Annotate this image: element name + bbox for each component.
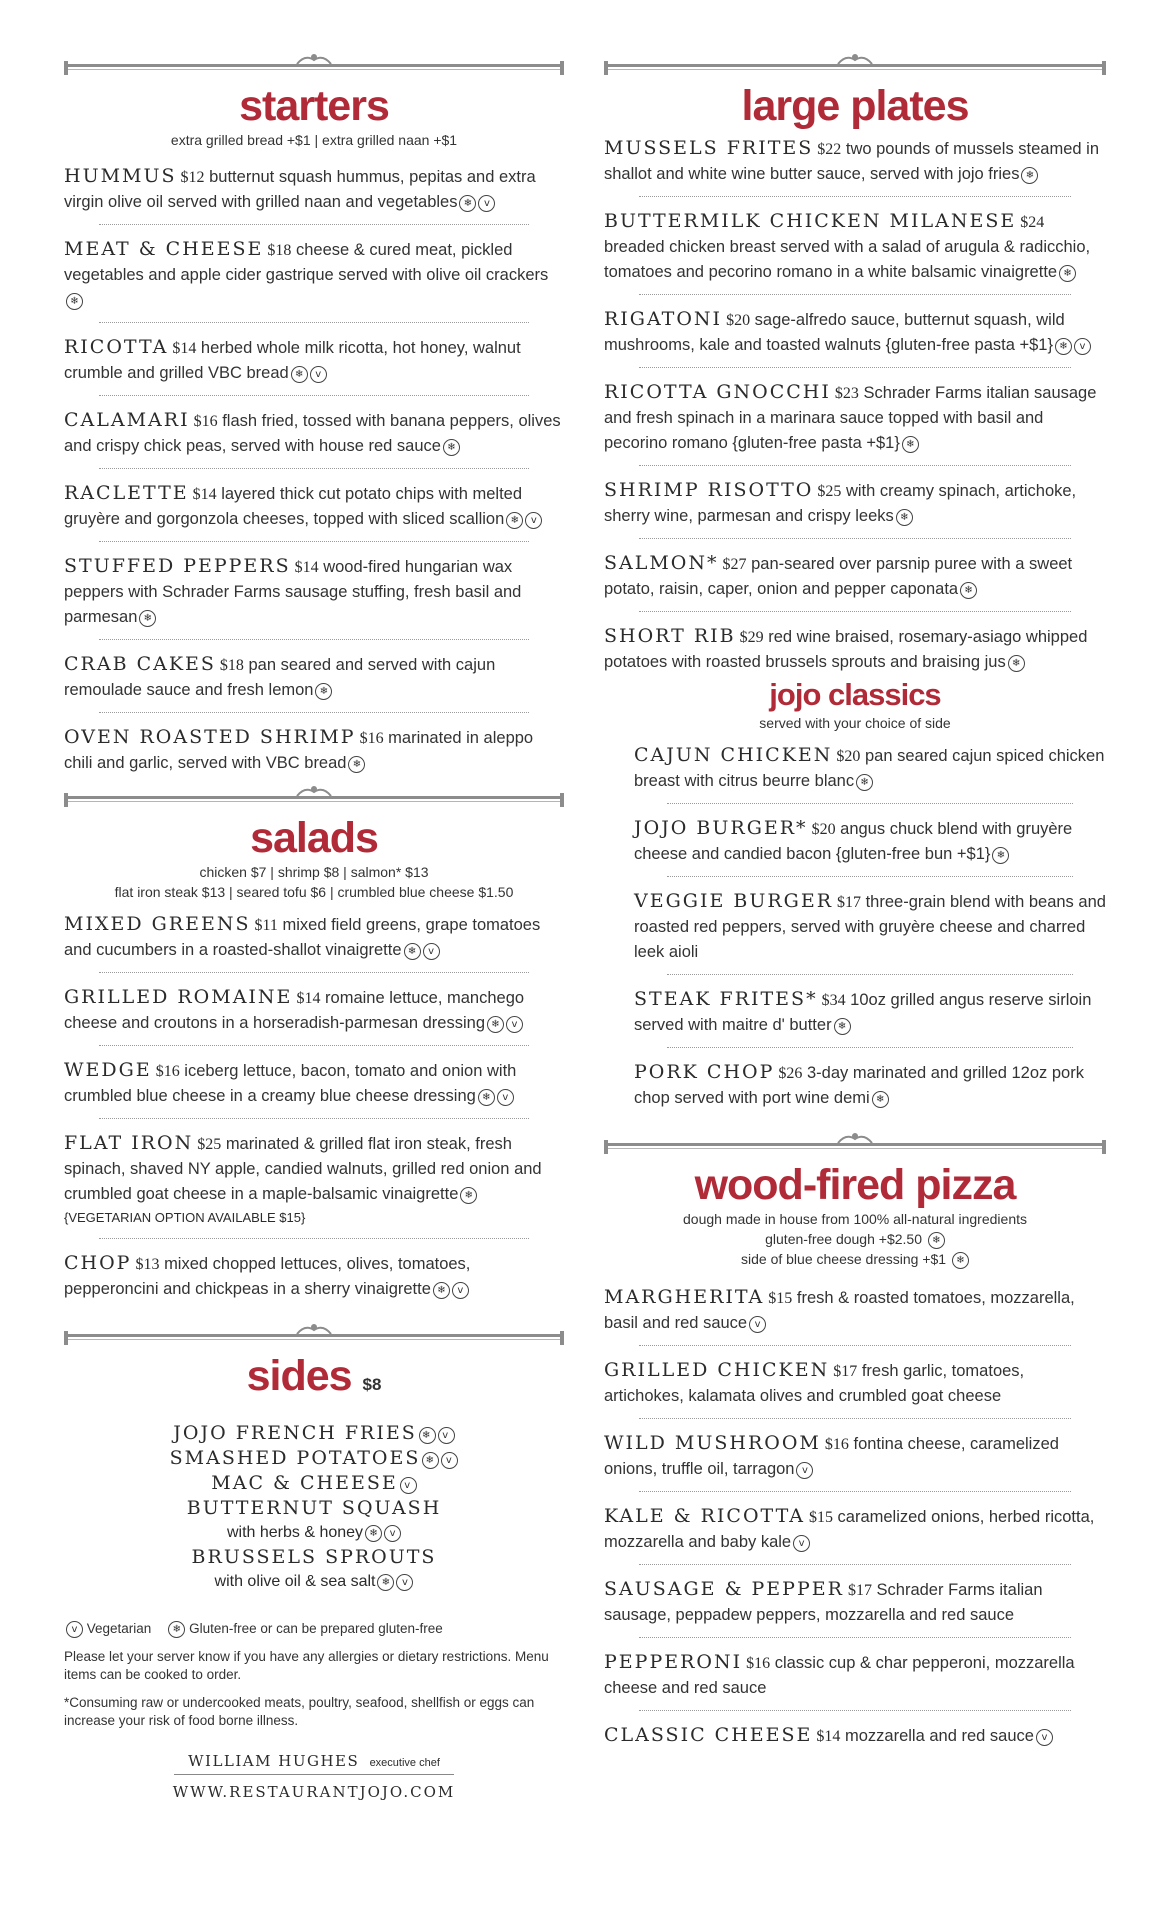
menu-item-description: layered thick cut potato chips with melted gruyère and gorgonzola cheeses, topped with sliced scallion [64, 485, 523, 528]
menu-item-text [604, 1577, 1106, 1628]
menu-item-name: BUTTERMILK CHICKEN MILANESE [604, 210, 1017, 232]
section-divider [604, 52, 1106, 82]
menu-item-description: two pounds of mussels steamed in shallot and white wine butter sauce, served with jojo fries [604, 140, 1099, 183]
gluten-free-icon: ❄ [506, 512, 523, 529]
menu-item-text [64, 481, 564, 532]
vegetarian-icon: v [423, 943, 440, 960]
gluten-free-icon: ❄ [872, 1091, 889, 1108]
menu-item-name: CRAB CAKES [64, 653, 216, 675]
side-item-name: BUTTERNUT SQUASH [186, 1497, 442, 1519]
ornament-icon [834, 1131, 876, 1147]
menu-item [64, 408, 564, 459]
menu-item-description: fresh & roasted tomatoes, mozzarella, basil and red sauce [604, 1289, 1075, 1332]
menu-item-description: angus chuck blend with gruyère cheese and candied bacon {gluten-free bun +$1} [634, 820, 1073, 863]
starters-list [64, 164, 564, 776]
left-column [64, 0, 564, 1801]
dotted-separator [639, 611, 1071, 612]
gluten-free-icon: ❄ [902, 436, 919, 453]
gluten-free-label: Gluten-free or can be prepared gluten-free [189, 1621, 443, 1636]
menu-item-description: herbed whole milk ricotta, hot honey, walnut crumble and grilled VBC bread [64, 339, 521, 382]
menu-item-description: red wine braised, rosemary-asiago whipped potatoes with roasted brussels sprouts and braising jus [604, 628, 1088, 671]
large-plates-title: large plates [741, 82, 969, 130]
menu-item [604, 136, 1106, 187]
dotted-separator [667, 876, 1073, 877]
section-divider [64, 784, 564, 814]
footer-rule [174, 1774, 454, 1775]
menu-item-price: $12 [180, 169, 205, 186]
vegetarian-icon: v [66, 1621, 83, 1638]
pizza-title: wood-fired pizza [694, 1161, 1016, 1209]
dotted-separator [99, 1118, 529, 1119]
menu-item-description: mixed field greens, grape tomatoes and cucumbers in a roasted-shallot vinaigrette [64, 916, 541, 959]
menu-item [604, 551, 1106, 602]
menu-item [604, 1650, 1106, 1701]
dotted-separator [99, 1238, 529, 1239]
gluten-free-icon: ❄ [992, 847, 1009, 864]
sides-title [64, 1352, 564, 1409]
menu-item-name: RIGATONI [604, 308, 723, 330]
dotted-separator [639, 1564, 1071, 1565]
right-column [604, 0, 1106, 1749]
menu-item-text [604, 136, 1106, 187]
menu-item-text [64, 985, 564, 1036]
allergy-note: Please let your server know if you have any allergies or dietary restrictions. Menu items can be cooked to order. [64, 1649, 549, 1682]
menu-item-text [64, 554, 564, 630]
menu-item-name: CAJUN CHICKEN [634, 744, 833, 766]
menu-item-description: 10oz grilled angus reserve sirloin served with maitre d' butter [634, 991, 1092, 1034]
menu-item-text [64, 1251, 564, 1302]
salads-note-2: flat iron steak $13 | seared tofu $6 | crumbled blue cheese $1.50 [114, 884, 514, 900]
section-divider [64, 1322, 564, 1352]
gluten-free-icon: ❄ [419, 1427, 436, 1444]
vegetarian-icon: v [796, 1462, 813, 1479]
menu-item-name: SHRIMP RISOTTO [604, 479, 814, 501]
menu-item-name: RICOTTA [64, 336, 169, 358]
menu-item [634, 743, 1106, 794]
chef-name: WILLIAM HUGHES [188, 1752, 360, 1770]
gluten-free-icon: ❄ [1059, 265, 1076, 282]
side-item-name: SMASHED POTATOES [169, 1447, 421, 1469]
side-item [64, 1545, 564, 1570]
menu-item-description: wood-fired hungarian wax peppers with Schrader Farms sausage stuffing, fresh basil and parmesan [64, 558, 522, 626]
menu-item-name: CLASSIC CHEESE [604, 1724, 813, 1746]
salads-note-1: chicken $7 | shrimp $8 | salmon* $13 [199, 864, 429, 880]
gluten-free-icon: ❄ [952, 1252, 969, 1269]
ornament-icon [293, 784, 335, 800]
menu-item-text [604, 478, 1106, 529]
menu-item-text [634, 816, 1106, 867]
menu-item [64, 1131, 564, 1229]
menu-item-name: WILD MUSHROOM [604, 1432, 821, 1454]
menu-item-text [64, 912, 564, 963]
menu-item [64, 164, 564, 215]
menu-item-description: sage-alfredo sauce, butternut squash, wild mushrooms, kale and toasted walnuts {gluten-free pasta +$1} [604, 311, 1065, 354]
ornament-icon [834, 52, 876, 68]
menu-item [64, 725, 564, 776]
menu-item-text [634, 889, 1106, 965]
vegetarian-icon: v [1074, 338, 1091, 355]
menu-item-price: $27 [722, 556, 747, 573]
menu-item-name: JOJO BURGER* [634, 817, 808, 839]
dotted-separator [99, 712, 529, 713]
sides-price: $8 [362, 1375, 382, 1394]
menu-item [64, 554, 564, 630]
menu-item [634, 816, 1106, 867]
menu-item-price: $16 [193, 413, 218, 430]
menu-item [604, 307, 1106, 358]
menu-item-text [64, 408, 564, 459]
gluten-free-icon: ❄ [896, 509, 913, 526]
starters-title: starters [239, 82, 389, 130]
menu-item-name: FLAT IRON [64, 1132, 194, 1154]
menu-item [604, 478, 1106, 529]
menu-item-text [64, 335, 564, 386]
vegetarian-icon: v [506, 1016, 523, 1033]
dotted-separator [667, 803, 1073, 804]
dotted-separator [99, 468, 529, 469]
pizza-note-2 [604, 1229, 1106, 1249]
menu-item-name: CALAMARI [64, 409, 190, 431]
menu-item-text [64, 237, 564, 313]
sides-title-text: sides [246, 1352, 352, 1400]
menu-item-description: pan seared cajun spiced chicken breast with citrus beurre blanc [634, 747, 1105, 790]
menu-item [604, 1358, 1106, 1409]
pizza-note-3 [604, 1249, 1106, 1269]
menu-item-description: three-grain blend with beans and roasted red peppers, served with gruyère cheese and charred leek aioli [634, 893, 1106, 961]
menu-item [604, 1285, 1106, 1336]
gluten-free-icon: ❄ [1008, 655, 1025, 672]
menu-item-text [604, 307, 1106, 358]
menu-item [64, 652, 564, 703]
menu-item-name: RACLETTE [64, 482, 189, 504]
menu-item [604, 1723, 1106, 1749]
side-item-name: MAC & CHEESE [211, 1472, 398, 1494]
gluten-free-icon: ❄ [291, 366, 308, 383]
side-item-note [64, 1521, 564, 1545]
menu-item [64, 237, 564, 313]
pizza-note-2-text: gluten-free dough +$2.50 [765, 1231, 922, 1247]
menu-item-name: MUSSELS FRITES [604, 137, 814, 159]
vegetarian-icon: v [438, 1427, 455, 1444]
menu-item-description: mixed chopped lettuces, olives, tomatoes, pepperoncini and chickpeas in a sherry vinaigrette [64, 1255, 471, 1298]
menu-item [64, 335, 564, 386]
pizza-list [604, 1285, 1106, 1749]
dotted-separator [639, 1637, 1071, 1638]
menu-item-price: $34 [821, 992, 846, 1009]
gluten-free-icon: ❄ [433, 1282, 450, 1299]
gluten-free-icon: ❄ [478, 1089, 495, 1106]
side-item-note [64, 1570, 564, 1594]
legend [64, 1620, 564, 1638]
menu-item-description: Schrader Farms italian sausage, peppadew peppers, mozzarella and red sauce [604, 1581, 1043, 1624]
ornament-icon [293, 1322, 335, 1338]
menu-item-price: $20 [726, 312, 751, 329]
menu-item-name: SAUSAGE & PEPPER [604, 1578, 844, 1600]
vegetarian-icon: v [793, 1535, 810, 1552]
side-item-note-text: with olive oil & sea salt [214, 1573, 376, 1590]
gluten-free-icon: ❄ [139, 610, 156, 627]
menu-item-price: $14 [192, 486, 217, 503]
menu-item-description: flash fried, tossed with banana peppers, olives and crispy chick peas, served with house red sauce [64, 412, 561, 455]
menu-item-text [604, 1504, 1106, 1555]
menu-item-price: $26 [778, 1065, 803, 1082]
menu-item-text [604, 551, 1106, 602]
menu-item-name: GRILLED CHICKEN [604, 1359, 830, 1381]
menu-item-name: OVEN ROASTED SHRIMP [64, 726, 356, 748]
dotted-separator [639, 367, 1071, 368]
menu-item-name: VEGGIE BURGER [634, 890, 833, 912]
jojo-classics-title: jojo classics [769, 677, 941, 712]
menu-item-price: $23 [834, 385, 859, 402]
gluten-free-icon: ❄ [443, 439, 460, 456]
menu-item-description: mozzarella and red sauce [844, 1727, 1034, 1745]
gluten-free-icon: ❄ [404, 943, 421, 960]
side-item-name: BRUSSELS SPROUTS [191, 1546, 437, 1568]
menu-item-description: romaine lettuce, manchego cheese and croutons in a horseradish-parmesan dressing [64, 989, 525, 1032]
menu-item-price: $17 [847, 1582, 872, 1599]
dotted-separator [639, 1491, 1071, 1492]
dotted-separator [99, 639, 529, 640]
menu-item-price: $16 [359, 730, 384, 747]
menu-item-text [604, 380, 1106, 456]
dotted-separator [667, 974, 1073, 975]
menu-item-extra: {VEGETARIAN OPTION AVAILABLE $15} [64, 1210, 306, 1225]
menu-item-text [604, 1723, 1106, 1749]
dotted-separator [99, 1045, 529, 1046]
menu-item-description: iceberg lettuce, bacon, tomato and onion with crumbled blue cheese in a creamy blue cheese dressing [64, 1062, 517, 1105]
vegetarian-icon: v [384, 1525, 401, 1542]
menu-item-text [634, 987, 1106, 1038]
vegetarian-icon: v [400, 1477, 417, 1494]
dotted-separator [667, 1047, 1073, 1048]
gluten-free-icon: ❄ [66, 293, 83, 310]
menu-item-description: with creamy spinach, artichoke, sherry wine, parmesan and crispy leeks [604, 482, 1077, 525]
menu-item-price: $16 [155, 1063, 180, 1080]
menu-item-name: STEAK FRITES* [634, 988, 818, 1010]
menu-item-price: $14 [816, 1728, 841, 1745]
gluten-free-icon: ❄ [422, 1452, 439, 1469]
menu-item-name: SHORT RIB [604, 625, 736, 647]
menu-item-price: $17 [837, 894, 861, 911]
menu-item-name: PEPPERONI [604, 1651, 743, 1673]
dotted-separator [99, 322, 529, 323]
menu-item-description: pan-seared over parsnip puree with a sweet potato, raisin, caper, onion and pepper caponata [604, 555, 1073, 598]
menu-item-price: $11 [254, 917, 278, 934]
gluten-free-icon: ❄ [377, 1574, 394, 1591]
dotted-separator [639, 538, 1071, 539]
side-item-name: JOJO FRENCH FRIES [173, 1422, 417, 1444]
menu-item-text [604, 1650, 1106, 1701]
menu-item [604, 1431, 1106, 1482]
vegetarian-icon: v [310, 366, 327, 383]
gluten-free-icon: ❄ [459, 195, 476, 212]
dotted-separator [99, 541, 529, 542]
pizza-note-1: dough made in house from 100% all-natural ingredients [683, 1211, 1027, 1227]
menu-item [604, 624, 1106, 675]
menu-item [634, 1060, 1106, 1111]
side-item-note-text: with herbs & honey [226, 1524, 364, 1541]
menu-item [64, 1058, 564, 1109]
vegetarian-icon: v [525, 512, 542, 529]
dotted-separator [99, 224, 529, 225]
large-plates-list [604, 136, 1106, 675]
vegetarian-icon: v [1036, 1729, 1053, 1746]
menu-item [634, 889, 1106, 965]
menu-item-text [634, 1060, 1106, 1111]
menu-item-name: MIXED GREENS [64, 913, 251, 935]
dotted-separator [639, 1710, 1071, 1711]
menu-item-text [604, 209, 1106, 285]
menu-item [604, 380, 1106, 456]
dotted-separator [99, 972, 529, 973]
menu-item-text [64, 1131, 564, 1207]
menu-item-description: breaded chicken breast served with a salad of arugula & radicchio, tomatoes and pecorino romano in a white balsamic vinaigrette [604, 238, 1091, 281]
dotted-separator [639, 465, 1071, 466]
menu-item-price: $22 [817, 141, 842, 158]
dotted-separator [639, 1418, 1071, 1419]
menu-item-text [604, 1285, 1106, 1336]
menu-item-name: CHOP [64, 1252, 132, 1274]
menu-item-price: $14 [296, 990, 321, 1007]
dotted-separator [639, 294, 1071, 295]
menu-item-description: caramelized onions, herbed ricotta, mozzarella and baby kale [604, 1508, 1095, 1551]
menu-item-name: GRILLED ROMAINE [64, 986, 293, 1008]
menu-item-price: $16 [824, 1436, 849, 1453]
menu-item-price: $14 [172, 340, 197, 357]
menu-item [604, 209, 1106, 285]
salads-list [64, 912, 564, 1302]
starters-note: extra grilled bread +$1 | extra grilled naan +$1 [170, 132, 458, 148]
section-divider [604, 1131, 1106, 1161]
side-item [64, 1421, 564, 1446]
dotted-separator [639, 196, 1071, 197]
menu-item-text [604, 1358, 1106, 1409]
gluten-free-icon: ❄ [928, 1232, 945, 1249]
menu-item [64, 481, 564, 532]
side-item [64, 1471, 564, 1496]
menu-item-price: $14 [294, 559, 319, 576]
menu-item-price: $24 [1020, 214, 1045, 231]
chef-signature [64, 1752, 564, 1770]
menu-item-text [64, 652, 564, 703]
jojo-classics-list [604, 743, 1106, 1111]
section-divider [64, 52, 564, 82]
menu-item-text [604, 1431, 1106, 1482]
menu-item-price: $20 [836, 748, 861, 765]
gluten-free-icon: ❄ [168, 1621, 185, 1638]
vegetarian-icon: v [396, 1574, 413, 1591]
menu-item-description: fontina cheese, caramelized onions, truffle oil, tarragon [604, 1435, 1059, 1478]
dotted-separator [99, 395, 529, 396]
chef-role: executive chef [369, 1757, 440, 1769]
menu-item-name: STUFFED PEPPERS [64, 555, 291, 577]
menu-item-name: HUMMUS [64, 165, 177, 187]
gluten-free-icon: ❄ [460, 1187, 477, 1204]
vegetarian-icon: v [478, 195, 495, 212]
menu-item [604, 1504, 1106, 1555]
menu-item-price: $25 [197, 1136, 222, 1153]
menu-item-price: $29 [739, 629, 764, 646]
pizza-note-3-text: side of blue cheese dressing +$1 [741, 1251, 947, 1267]
side-item [64, 1496, 564, 1521]
menu-item-price: $18 [267, 242, 292, 259]
gluten-free-icon: ❄ [348, 756, 365, 773]
menu-item-description: marinated in aleppo chili and garlic, served with VBC bread [64, 729, 534, 772]
menu-item-description: marinated & grilled flat iron steak, fresh spinach, shaved NY apple, candied walnuts, grilled red onion and crumbled goat cheese in a maple-balsamic vinaigrette [64, 1135, 542, 1203]
menu-item-description: 3-day marinated and grilled 12oz pork chop served with port wine demi [634, 1064, 1084, 1107]
menu-item-price: $15 [768, 1290, 793, 1307]
vegetarian-icon: v [497, 1089, 514, 1106]
gluten-free-icon: ❄ [315, 683, 332, 700]
menu-item-text [604, 624, 1106, 675]
menu-item-name: RICOTTA GNOCCHI [604, 381, 831, 403]
gluten-free-icon: ❄ [487, 1016, 504, 1033]
menu-item-price: $15 [808, 1509, 833, 1526]
menu-item [64, 1251, 564, 1302]
vegetarian-icon: v [452, 1282, 469, 1299]
menu-item-price: $17 [833, 1363, 858, 1380]
menu-item-text [64, 1058, 564, 1109]
menu-item-name: MEAT & CHEESE [64, 238, 264, 260]
menu-item-price: $16 [746, 1655, 771, 1672]
menu-item-name: WEDGE [64, 1059, 152, 1081]
vegetarian-icon: v [749, 1316, 766, 1333]
vegetarian-icon: v [441, 1452, 458, 1469]
menu-item [604, 1577, 1106, 1628]
consuming-note: *Consuming raw or undercooked meats, poultry, seafood, shellfish or eggs can increase your risk of food borne illness. [64, 1695, 535, 1728]
menu-item-name: KALE & RICOTTA [604, 1505, 805, 1527]
menu-item-name: MARGHERITA [604, 1286, 765, 1308]
menu-item-text [64, 725, 564, 776]
menu-item-description: Schrader Farms italian sausage and fresh spinach in a marinara sauce topped with basil and pecorino romano {gluten-free pasta +$1} [604, 384, 1097, 452]
jojo-classics-note: served with your choice of side [759, 715, 951, 731]
ornament-icon [293, 52, 335, 68]
gluten-free-icon: ❄ [365, 1525, 382, 1542]
gluten-free-icon: ❄ [1021, 167, 1038, 184]
menu-item-text [634, 743, 1106, 794]
salads-title: salads [250, 814, 378, 862]
side-item [64, 1446, 564, 1471]
menu-item-description: butternut squash hummus, pepitas and extra virgin olive oil served with grilled naan and vegetables [64, 168, 536, 211]
gluten-free-icon: ❄ [834, 1018, 851, 1035]
gluten-free-icon: ❄ [1055, 338, 1072, 355]
menu-item-description: pan seared and served with cajun remoulade sauce and fresh lemon [64, 656, 496, 699]
menu-item-description: cheese & cured meat, pickled vegetables and apple cider gastrique served with olive oil crackers [64, 241, 549, 284]
menu-item [634, 987, 1106, 1038]
menu-item-price: $13 [135, 1256, 160, 1273]
menu-item-description: fresh garlic, tomatoes, artichokes, kalamata olives and crumbled goat cheese [604, 1362, 1025, 1405]
menu-item-price: $18 [219, 657, 244, 674]
website-url: WWW.RESTAURANTJOJO.COM [172, 1783, 456, 1801]
menu-item-text [64, 164, 564, 215]
vegetarian-label: Vegetarian [86, 1621, 152, 1636]
gluten-free-icon: ❄ [856, 774, 873, 791]
menu-item-price: $25 [817, 483, 842, 500]
menu-item-name: SALMON* [604, 552, 719, 574]
menu-item-price: $20 [811, 821, 836, 838]
sides-list [64, 1421, 564, 1594]
menu-item [64, 912, 564, 963]
menu-item-name: PORK CHOP [634, 1061, 775, 1083]
menu-item-description: classic cup & char pepperoni, mozzarella cheese and red sauce [604, 1654, 1075, 1697]
dotted-separator [639, 1345, 1071, 1346]
menu-item [64, 985, 564, 1036]
gluten-free-icon: ❄ [960, 582, 977, 599]
